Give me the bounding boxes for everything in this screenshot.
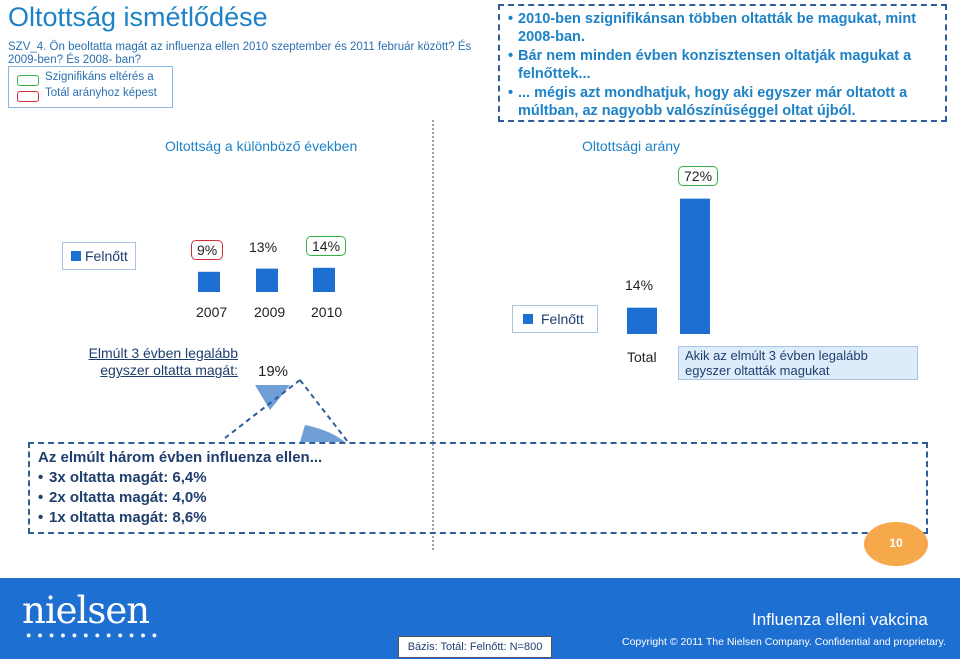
- value-label-text: 14%: [625, 276, 654, 293]
- green-marker-icon: [17, 75, 39, 86]
- value-label: [249, 239, 277, 255]
- logo-dots-icon: ●●●●●●●●●●●●: [26, 630, 164, 640]
- x-tick-label: 2007: [196, 304, 228, 320]
- value-label: [625, 277, 653, 293]
- value-label: [306, 238, 346, 254]
- bar-Felnőtt: [680, 199, 710, 334]
- value-label: [678, 168, 718, 184]
- lower-value: 19%: [258, 363, 289, 380]
- bar-Total: [627, 308, 657, 334]
- highlights-box: [498, 4, 947, 122]
- bar-2007: [198, 272, 220, 292]
- right-chart-title: Oltottsági arány: [582, 138, 681, 154]
- highlight-bullet: • 2010-ben szignifikánsan többen oltatták be magukat, mint 2008-ban.: [508, 10, 937, 46]
- footer-title: Influenza elleni vakcina: [752, 610, 928, 629]
- highlight-bullet: • ... mégis azt mondhatjuk, hogy aki egyszer már oltatott a múltban, az nagyobb valószínűséggel oltat újból.: [508, 84, 937, 120]
- value-label-text: 9%: [191, 240, 223, 260]
- recall-box: [28, 442, 928, 534]
- copyright-text: Copyright © 2011 The Nielsen Company. Confidential and proprietary.: [622, 636, 946, 648]
- bar-2009: [256, 269, 278, 292]
- bar-2010: [313, 268, 335, 292]
- left-chart-title: Oltottság a különböző években: [165, 138, 358, 154]
- base-note: Bázis: Totál: Felnőtt: N=800: [398, 636, 552, 658]
- callout-wedge: [255, 385, 290, 410]
- recall-item: • 2x oltatta magát: 4,0%: [38, 488, 918, 508]
- legend-item-green: Szignifikáns eltérés a: [45, 71, 154, 83]
- value-label: [191, 242, 223, 258]
- value-label-text: 14%: [306, 236, 346, 256]
- page-title: Oltottság ismétlődése: [8, 2, 268, 32]
- akik-legend-box: Akik az elmúlt 3 évben legalább egyszer oltatták magukat: [678, 346, 918, 380]
- x-tick-label: 2010: [311, 304, 343, 320]
- significance-legend: [8, 66, 173, 108]
- callout-tip: [300, 425, 345, 442]
- highlight-bullet: • Bár nem minden évben konzisztensen oltatják magukat a felnőttek...: [508, 47, 937, 83]
- page-number: 10: [889, 536, 903, 550]
- legend-swatch-icon: [523, 314, 533, 324]
- nielsen-logo: nielsen: [22, 589, 150, 632]
- value-label-text: 13%: [249, 238, 278, 255]
- recall-item: • 3x oltatta magát: 6,4%: [38, 468, 918, 488]
- legend-item-red: Totál arányhoz képest: [45, 87, 157, 99]
- question-text: SZV_4. Ön beoltatta magát az influenza ellen 2010 szeptember és 2011 február között? És 2009-ben? És 2008- ban?: [8, 41, 472, 66]
- left-legend-label: Felnőtt: [85, 248, 128, 264]
- value-label-text: 72%: [678, 166, 718, 186]
- lower-label: [70, 345, 238, 379]
- x-tick-label: 2009: [254, 304, 286, 320]
- red-marker-icon: [17, 91, 39, 102]
- total-label: Total: [627, 349, 657, 365]
- recall-heading: Az elmúlt három évben influenza ellen...: [38, 449, 323, 466]
- recall-item: • 1x oltatta magát: 8,6%: [38, 508, 918, 528]
- right-chart-legend: [512, 305, 598, 333]
- legend-swatch-icon: [71, 251, 81, 261]
- right-legend-label: Felnőtt: [541, 311, 584, 327]
- lower-label-text: Elmúlt 3 évben legalább egyszer oltatta magát:: [88, 345, 238, 378]
- left-chart-legend: [62, 242, 136, 270]
